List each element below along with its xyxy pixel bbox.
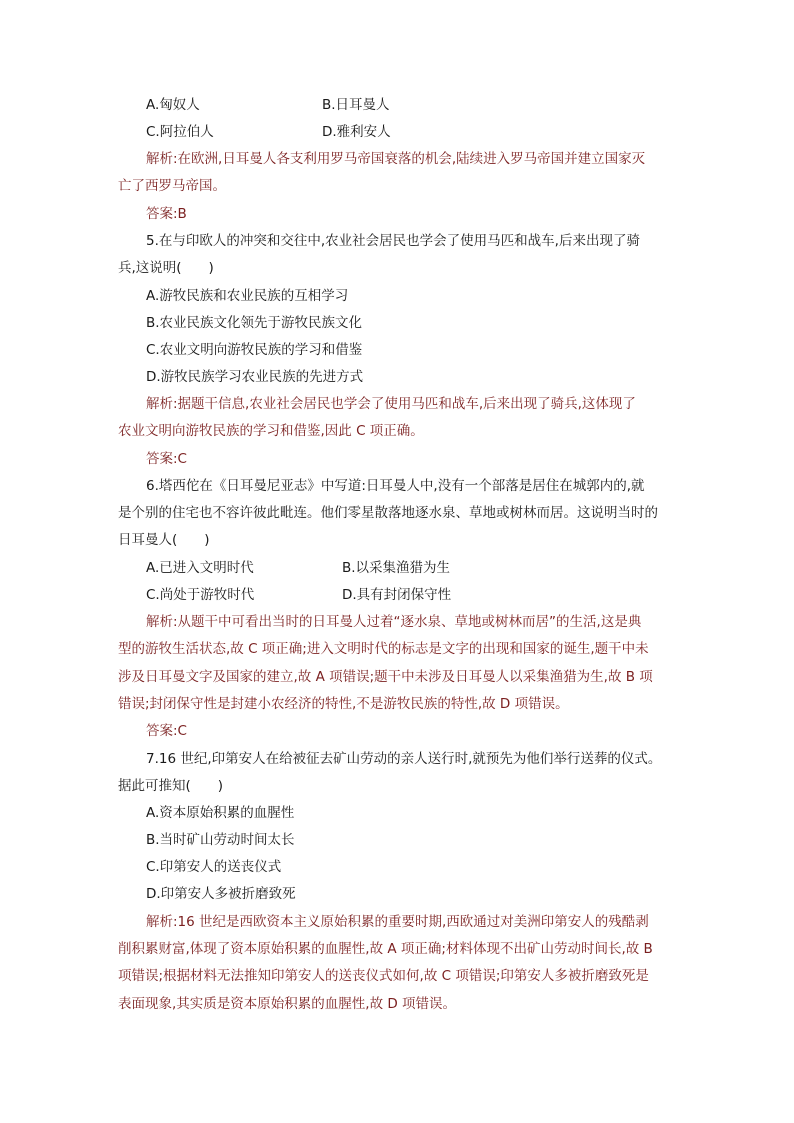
q4-answer: 答案:B — [146, 206, 187, 222]
q4-option-a: A.匈奴人 — [146, 97, 200, 113]
q5-option-c: C.农业文明向游牧民族的学习和借鉴 — [146, 342, 363, 358]
q5-option-a: A.游牧民族和农业民族的互相学习 — [146, 288, 349, 304]
q6-option-d: D.具有封闭保守性 — [342, 587, 452, 603]
q6-analysis-line-4: 错误;封闭保守性是封建小农经济的特性,不是游牧民族的特性,故 D 项错误。 — [118, 696, 569, 712]
q5-stem-line-1: 5.在与印欧人的冲突和交往中,农业社会居民也学会了使用马匹和战车,后来出现了骑 — [146, 233, 640, 249]
q4-analysis-line-1: 解析:在欧洲,日耳曼人各支利用罗马帝国衰落的机会,陆续进入罗马帝国并建立国家灭 — [146, 151, 646, 167]
q5-option-b: B.农业民族文化领先于游牧民族文化 — [146, 315, 363, 331]
q7-analysis-line-1: 解析:16 世纪是西欧资本主义原始积累的重要时期,西欧通过对美洲印第安人的残酷剥 — [146, 914, 649, 930]
q5-analysis-line-1: 解析:据题干信息,农业社会居民也学会了使用马匹和战车,后来出现了骑兵,这体现了 — [146, 396, 636, 412]
q7-option-b: B.当时矿山劳动时间太长 — [146, 832, 295, 848]
q6-option-c: C.尚处于游牧时代 — [146, 587, 255, 603]
q6-answer: 答案:C — [146, 723, 187, 739]
q7-option-a: A.资本原始积累的血腥性 — [146, 805, 295, 821]
q6-analysis-line-2: 型的游牧生活状态,故 C 项正确;进入文明时代的标志是文字的出现和国家的诞生,题干中未 — [118, 641, 649, 657]
q6-option-b: B.以采集渔猎为生 — [342, 560, 451, 576]
q4-option-c: C.阿拉伯人 — [146, 124, 214, 140]
q6-analysis-line-3: 涉及日耳曼文字及国家的建立,故 A 项错误;题干中未涉及日耳曼人以采集渔猎为生,故 B 项 — [118, 669, 653, 685]
q5-option-d: D.游牧民族学习农业民族的先进方式 — [146, 369, 364, 385]
q6-analysis-line-1: 解析:从题干中可看出当时的日耳曼人过着“逐水泉、草地或树林而居”的生活,这是典 — [146, 614, 642, 630]
q7-stem-line-1: 7.16 世纪,印第安人在给被征去矿山劳动的亲人送行时,就预先为他们举行送葬的仪式。 — [146, 751, 662, 767]
q6-stem-line-3: 日耳曼人( ) — [118, 532, 210, 548]
q4-analysis-line-2: 亡了西罗马帝国。 — [118, 178, 226, 194]
q6-stem-line-1: 6.塔西佗在《日耳曼尼亚志》中写道:日耳曼人中,没有一个部落是居住在城郭内的,就 — [146, 478, 645, 494]
q7-option-c: C.印第安人的送丧仪式 — [146, 859, 282, 875]
q4-option-b: B.日耳曼人 — [322, 97, 390, 113]
q4-option-d: D.雅利安人 — [322, 124, 391, 140]
q6-option-a: A.已进入文明时代 — [146, 560, 254, 576]
q5-analysis-line-2: 农业文明向游牧民族的学习和借鉴,因此 C 项正确。 — [118, 423, 424, 439]
q7-analysis-line-2: 削积累财富,体现了资本原始积累的血腥性,故 A 项正确;材料体现不出矿山劳动时间长,故 B — [118, 941, 653, 957]
q7-analysis-line-3: 项错误;根据材料无法推知印第安人的送丧仪式如何,故 C 项错误;印第安人多被折磨致死是 — [118, 968, 649, 984]
q7-stem-line-2: 据此可推知( ) — [118, 778, 224, 794]
q6-stem-line-2: 是个别的住宅也不容许彼此毗连。他们零星散落地逐水泉、草地或树林而居。这说明当时的 — [118, 505, 658, 521]
q5-stem-line-2: 兵,这说明( ) — [118, 260, 214, 276]
q7-analysis-line-4: 表面现象,其实质是资本原始积累的血腥性,故 D 项错误。 — [118, 996, 457, 1012]
q5-answer: 答案:C — [146, 451, 187, 467]
q7-option-d: D.印第安人多被折磨致死 — [146, 886, 296, 902]
